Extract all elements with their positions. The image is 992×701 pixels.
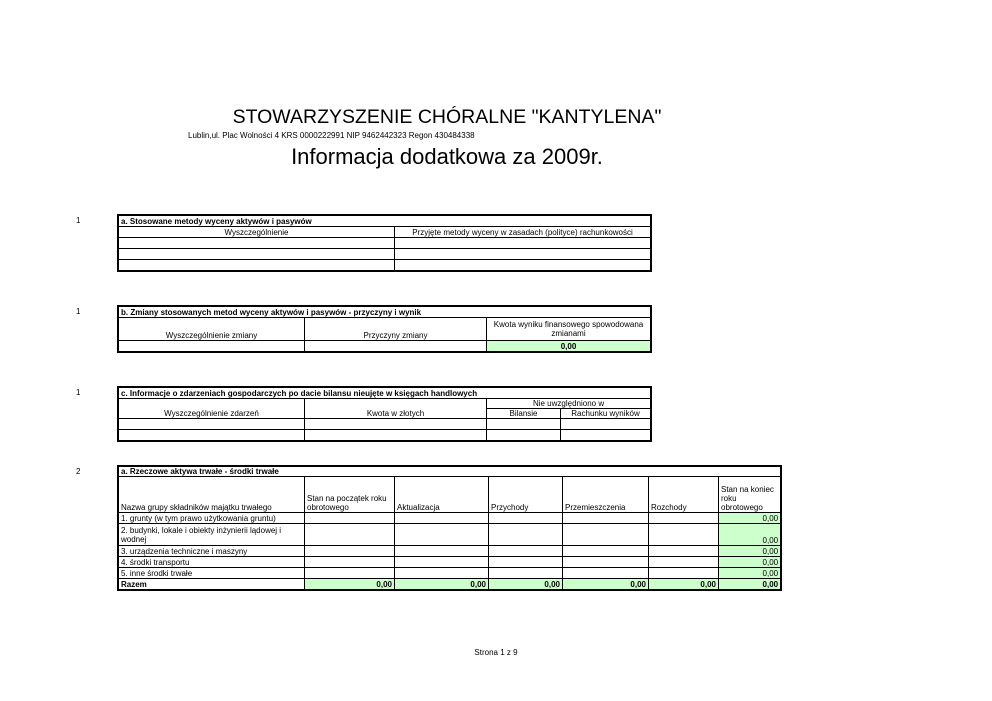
table-cell[interactable] <box>395 513 489 524</box>
asset-row-end: 0,00 <box>719 557 781 568</box>
table-cell[interactable] <box>395 238 651 249</box>
section-d-number: 2 <box>76 467 81 476</box>
total-start: 0,00 <box>305 579 395 590</box>
table-cell[interactable] <box>489 524 563 546</box>
section-b-col-amount: Kwota wyniku finansowego spowodowana zmianami <box>487 318 651 341</box>
table-cell[interactable] <box>119 260 395 271</box>
section-a-col-desc: Wyszczególnienie <box>119 227 395 238</box>
section-a-number: 1 <box>76 216 81 225</box>
section-c-col-income: Rachunku wyników <box>561 409 651 419</box>
col-disposals: Rozchody <box>649 477 719 513</box>
table-cell[interactable] <box>563 568 649 579</box>
organization-details: Lublin,ul. Plac Wolności 4 KRS 0000222991 NIP 9462442323 Regon 430484338 <box>188 131 475 140</box>
table-cell[interactable] <box>563 524 649 546</box>
table-cell[interactable] <box>395 557 489 568</box>
table-cell[interactable] <box>305 513 395 524</box>
table-cell[interactable] <box>119 249 395 260</box>
document-title: Informacja dodatkowa za 2009r. <box>291 144 603 169</box>
table-cell[interactable] <box>649 524 719 546</box>
asset-row-label: 2. budynki, lokale i obiekty inżynierii lądowej i wodnej <box>119 524 305 546</box>
asset-row-end: 0,00 <box>719 546 781 557</box>
table-cell[interactable] <box>305 546 395 557</box>
table-cell[interactable] <box>305 341 487 352</box>
section-a-title: a. Stosowane metody wyceny aktywów i pasywów <box>119 216 651 227</box>
table-cell[interactable] <box>563 557 649 568</box>
asset-row-end: 0,00 <box>719 524 781 546</box>
section-a-col-methods: Przyjęte metody wyceny w zasadach (polityce) rachunkowości <box>395 227 651 238</box>
table-cell[interactable] <box>487 430 561 441</box>
fixed-assets-title: a. Rzeczowe aktywa trwałe - środki trwałe <box>119 467 781 477</box>
section-b-title: b. Zmiany stosowanych metod wyceny aktywów i pasywów - przyczyny i wynik <box>119 307 651 318</box>
table-cell[interactable] <box>649 546 719 557</box>
asset-row-label: 5. inne środki trwałe <box>119 568 305 579</box>
table-cell[interactable] <box>487 419 561 430</box>
asset-row-end: 0,00 <box>719 513 781 524</box>
section-b-table <box>118 306 651 352</box>
table-cell[interactable] <box>649 568 719 579</box>
col-asset-group: Nazwa grupy składników majątku trwałego <box>119 477 305 513</box>
table-cell[interactable] <box>489 546 563 557</box>
table-cell[interactable] <box>119 341 305 352</box>
section-b-col-change: Wyszczególnienie zmiany <box>119 318 305 341</box>
table-cell[interactable] <box>119 238 395 249</box>
section-b-col-reasons: Przyczyny zmiany <box>305 318 487 341</box>
table-cell[interactable] <box>119 419 305 430</box>
page-number: Strona 1 z 9 <box>474 648 518 657</box>
section-c-col-events: Wyszczególnienie zdarzeń <box>119 399 305 419</box>
section-c-table <box>118 387 651 441</box>
fixed-assets-table <box>118 466 781 590</box>
table-cell[interactable] <box>305 524 395 546</box>
total-transfers: 0,00 <box>563 579 649 590</box>
col-revaluation: Aktualizacja <box>395 477 489 513</box>
col-income: Przychody <box>489 477 563 513</box>
total-revaluation: 0,00 <box>395 579 489 590</box>
asset-row-end: 0,00 <box>719 568 781 579</box>
table-cell[interactable] <box>119 430 305 441</box>
organization-title: STOWARZYSZENIE CHÓRALNE "KANTYLENA" <box>232 106 662 128</box>
total-row-label: Razem <box>119 579 305 590</box>
table-cell[interactable] <box>489 513 563 524</box>
section-c-title: c. Informacje o zdarzeniach gospodarczych po dacie bilansu nieujęte w księgach handlowych <box>119 388 651 399</box>
table-cell[interactable] <box>489 568 563 579</box>
total-end: 0,00 <box>719 579 781 590</box>
table-cell[interactable] <box>305 419 487 430</box>
table-cell[interactable] <box>563 513 649 524</box>
table-cell[interactable] <box>489 557 563 568</box>
table-cell[interactable] <box>395 568 489 579</box>
section-c-number: 1 <box>76 388 81 397</box>
section-b-number: 1 <box>76 307 81 316</box>
col-end-year: Stan na koniec roku obrotowego <box>719 477 781 513</box>
table-cell[interactable] <box>395 260 651 271</box>
total-income: 0,00 <box>489 579 563 590</box>
table-cell[interactable] <box>563 546 649 557</box>
col-transfers: Przemieszczenia <box>563 477 649 513</box>
col-start-year: Stan na początek roku obrotowego <box>305 477 395 513</box>
asset-row-label: 1. grunty (w tym prawo użytkowania gruntu) <box>119 513 305 524</box>
table-cell[interactable] <box>649 557 719 568</box>
section-a-table <box>118 215 651 271</box>
table-cell[interactable] <box>649 513 719 524</box>
table-cell[interactable] <box>305 430 487 441</box>
section-c-col-balance: Bilansie <box>487 409 561 419</box>
table-cell[interactable] <box>395 524 489 546</box>
table-cell[interactable] <box>561 430 651 441</box>
section-c-col-group: Nie uwzględniono w <box>487 399 651 409</box>
asset-row-label: 4. środki transportu <box>119 557 305 568</box>
table-cell[interactable] <box>305 568 395 579</box>
asset-row-label: 3. urządzenia techniczne i maszyny <box>119 546 305 557</box>
total-disposals: 0,00 <box>649 579 719 590</box>
table-cell[interactable] <box>305 557 395 568</box>
table-cell[interactable] <box>395 249 651 260</box>
section-b-total: 0,00 <box>487 341 651 352</box>
section-c-col-amount: Kwota w złotych <box>305 399 487 419</box>
table-cell[interactable] <box>561 419 651 430</box>
table-cell[interactable] <box>395 546 489 557</box>
